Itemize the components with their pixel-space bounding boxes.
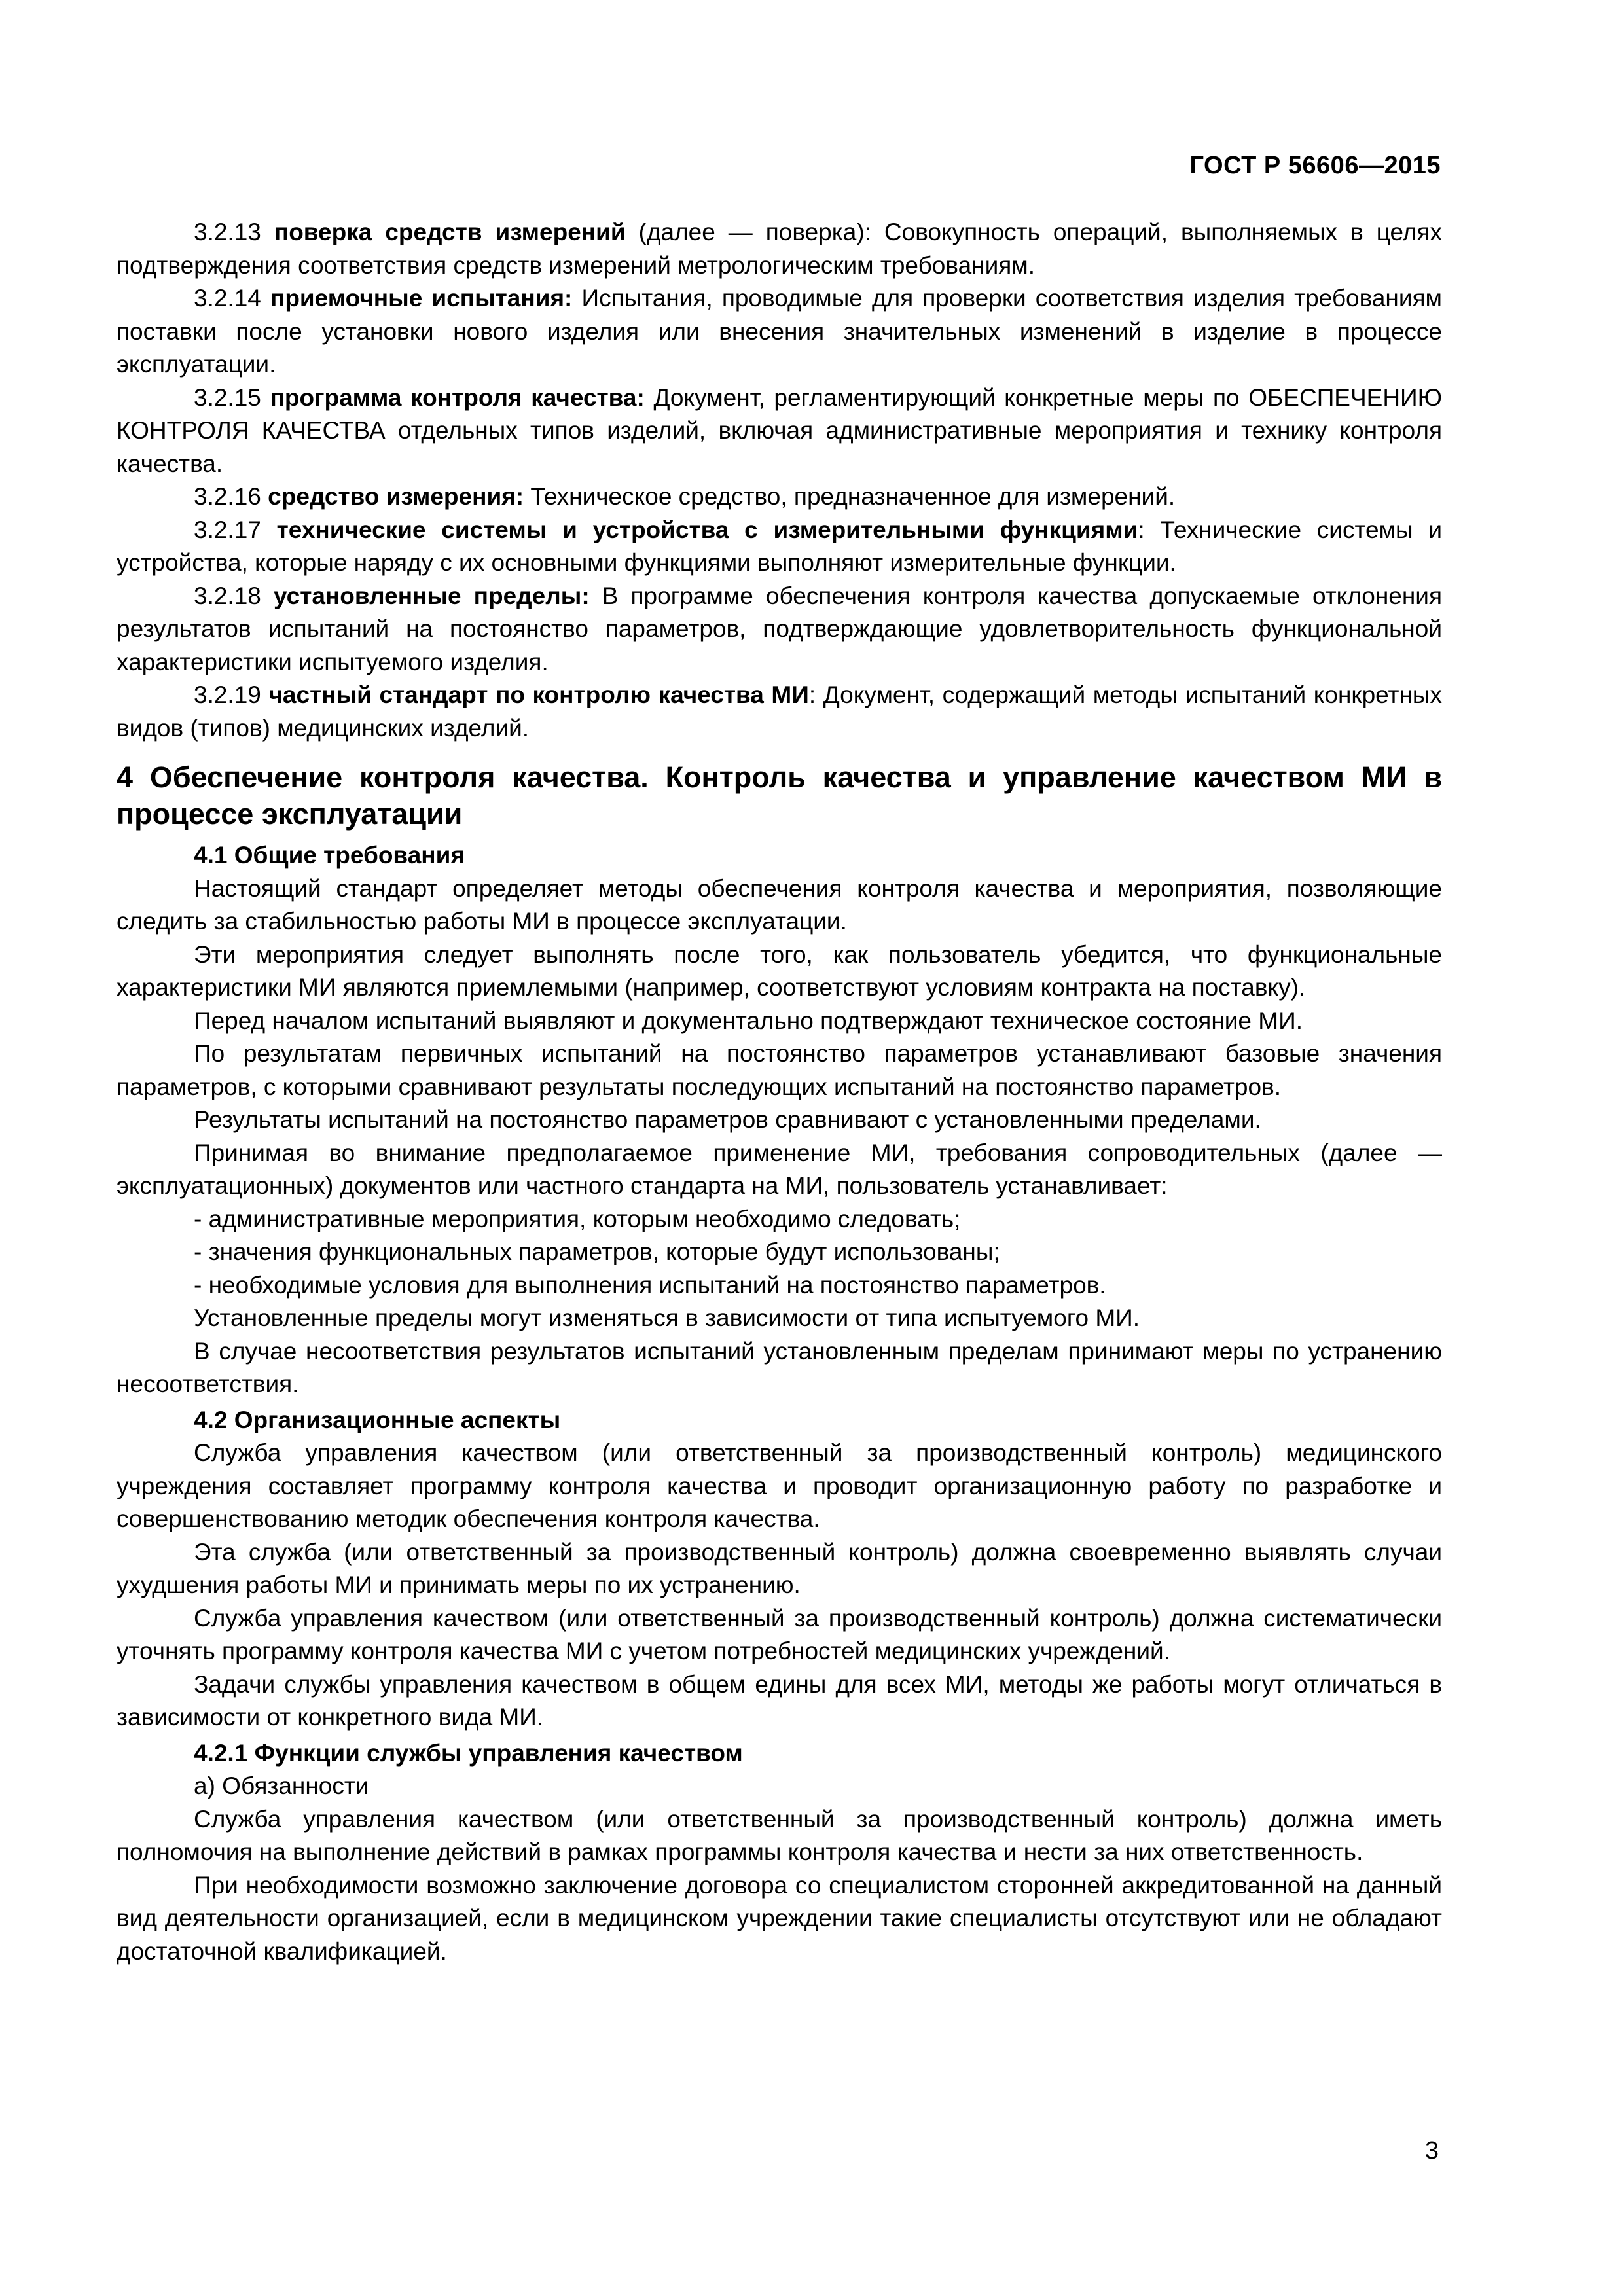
list-item: - необходимые условия для выполнения испытаний на постоянство параметров. (194, 1271, 1106, 1299)
document-body (117, 216, 1442, 1968)
paragraph: В случае несоответствия результатов испытаний установленным пределам принимают меры по устранению несоответствия. (117, 1337, 1442, 1397)
subitem-label: а) Обязанности (194, 1772, 369, 1799)
definition-3-2-13 (117, 216, 1442, 282)
page-number: 3 (1424, 2137, 1439, 2164)
definition-3-2-16 (117, 480, 1442, 514)
paragraph: Перед началом испытаний выявляют и документально подтверждают техническое состояние МИ. (194, 1007, 1303, 1034)
definition-text: Техническое средство, предназначенное для измерений. (524, 483, 1176, 510)
section-4-1-heading: 4.1 Общие требования (194, 842, 465, 869)
section-4-2-1-heading: 4.2.1 Функции службы управления качеством (194, 1739, 743, 1767)
definition-text: : Документ, содержащий методы испытаний конкретных видов (типов) медицинских изделий. (117, 681, 1442, 742)
definition-number: 3.2.19 (194, 681, 261, 708)
definition-number: 3.2.14 (194, 285, 261, 312)
section-4-2-heading: 4.2 Организационные аспекты (194, 1406, 561, 1433)
paragraph: Настоящий стандарт определяет методы обеспечения контроля качества и мероприятия, позволяющие следить за стабильностью работы МИ в процессе эксплуатации. (117, 874, 1442, 935)
definition-3-2-19 (117, 679, 1442, 745)
definition-3-2-17 (117, 514, 1442, 580)
paragraph: По результатам первичных испытаний на постоянство параметров устанавливают базовые значения параметров, с которыми сравнивают результаты последующих испытаний на постоянство параметров. (117, 1040, 1442, 1100)
paragraph: Принимая во внимание предполагаемое применение МИ, требования сопроводительных (далее — эксплуатационных) документов или частного стандарта на МИ, пользователь устанавливает: (117, 1139, 1442, 1199)
standard-header: ГОСТ Р 56606—2015 (1189, 152, 1441, 179)
definition-text: (далее — поверка): Совокупность операций, выполняемых в целях подтверждения соответствия средств измерений метрологическим требованиям. (117, 219, 1443, 279)
definition-term: поверка средств измерений (274, 219, 626, 245)
paragraph: Установленные пределы могут изменяться в зависимости от типа испытуемого МИ. (194, 1304, 1140, 1331)
paragraph: Эта служба (или ответственный за производственный контроль) должна своевременно выявлять случаи ухудшения работы МИ и принимать меры по их устранению. (117, 1538, 1442, 1598)
definition-term: установленные пределы: (273, 582, 590, 609)
definition-number: 3.2.18 (194, 582, 261, 609)
paragraph: Задачи службы управления качеством в общем едины для всех МИ, методы же работы могут отличаться в зависимости от конкретного вида МИ. (117, 1670, 1442, 1731)
definition-3-2-15 (117, 382, 1442, 481)
list-item: - административные мероприятия, которым необходимо следовать; (194, 1205, 961, 1232)
section-4-heading: 4 Обеспечение контроля качества. Контроль качества и управление качеством МИ в процессе эксплуатации (117, 761, 1442, 831)
paragraph: Служба управления качеством (или ответственный за производственный контроль) должна систематически уточнять программу контроля качества МИ с учетом потребностей медицинских учреждений. (117, 1604, 1442, 1664)
paragraph: Служба управления качеством (или ответственный за производственный контроль) должна иметь полномочия на выполнение действий в рамках программы контроля качества и нести за них ответственность. (117, 1805, 1442, 1865)
definition-term: средство измерения: (268, 483, 524, 510)
definition-number: 3.2.17 (194, 516, 261, 543)
paragraph: Результаты испытаний на постоянство параметров сравнивают с установленными пределами. (194, 1106, 1261, 1133)
definition-number: 3.2.15 (194, 384, 261, 411)
definition-term: частный стандарт по контролю качества МИ (268, 681, 809, 708)
definition-number: 3.2.16 (194, 483, 261, 510)
definition-term: программа контроля качества: (270, 384, 645, 411)
definition-text: Документ, регламентирующий конкретные меры по ОБЕСПЕЧЕНИЮ КОНТРОЛЯ КАЧЕСТВА отдельных типов изделий, включая административные мероприятия и технику контроля качества. (117, 384, 1443, 477)
definition-term: приемочные испытания: (270, 285, 573, 312)
paragraph: Служба управления качеством (или ответственный за производственный контроль) медицинского учреждения составляет программу контроля качества и проводит организационную работу по разработке и совершенствованию методик обеспечения контроля качества. (117, 1439, 1442, 1532)
definition-text: Испытания, проводимые для проверки соответствия изделия требованиям поставки после установки нового изделия или внесения значительных изменений в изделие в процессе эксплуатации. (117, 285, 1442, 378)
definition-text: : Технические системы и устройства, которые наряду с их основными функциями выполняют измерительные функции. (117, 516, 1442, 576)
definition-number: 3.2.13 (194, 219, 261, 245)
definition-3-2-18 (117, 580, 1442, 679)
paragraph: При необходимости возможно заключение договора со специалистом сторонней аккредитованной на данный вид деятельности организацией, если в медицинском учреждении такие специалисты отсутствуют или не обладают достаточной квалификацией. (117, 1871, 1442, 1965)
definition-text: В программе обеспечения контроля качества допускаемые отклонения результатов испытаний на постоянство параметров, подтверждающие удовлетворительность функциональной характеристики испытуемого изделия. (117, 582, 1443, 675)
paragraph: Эти мероприятия следует выполнять после того, как пользователь убедится, что функциональные характеристики МИ являются приемлемыми (например, соответствуют условиям контракта на поставку). (117, 941, 1442, 1001)
definition-term: технические системы и устройства с измерительными функциями (276, 516, 1138, 543)
list-item: - значения функциональных параметров, которые будут использованы; (194, 1238, 1000, 1265)
definition-3-2-14 (117, 282, 1442, 382)
